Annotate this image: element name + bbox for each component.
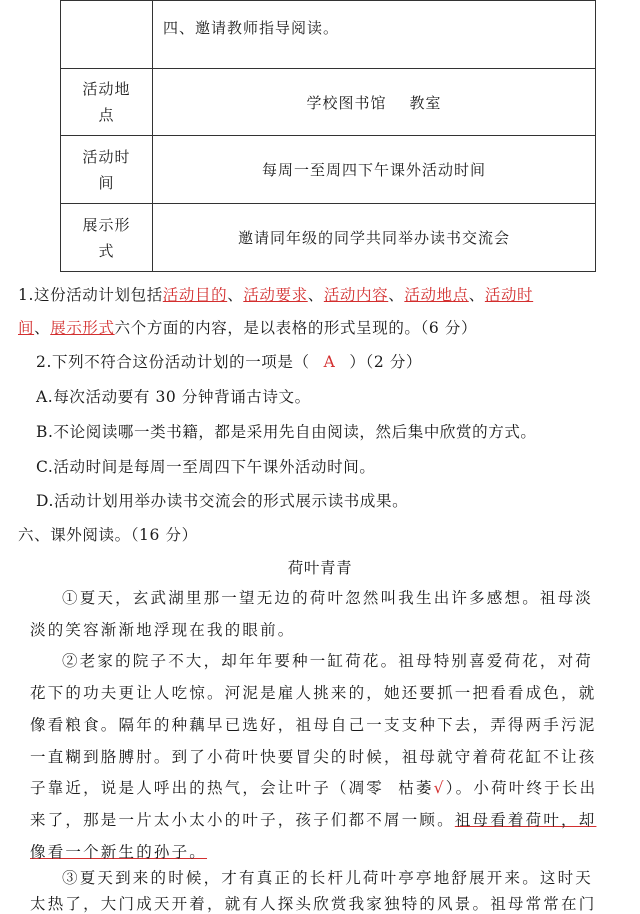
- answer-choice: A: [323, 353, 336, 371]
- passage-line: ①夏天，玄武湖里那一望无边的荷叶忽然叫我生出许多感想。祖母淡: [62, 589, 594, 607]
- table-row: [61, 204, 596, 272]
- underlined-sentence: 祖母看着荷叶，却: [454, 811, 597, 829]
- passage-title: 荷叶青青: [287, 559, 353, 577]
- table-row: [61, 69, 596, 136]
- table-row: [61, 136, 596, 204]
- passage-line: 太热了，大门成天开着，就有人探头欣赏我家独特的风景。祖母常常在门: [30, 895, 597, 913]
- question-1-line-2: 间、展示形式六个方面的内容，是以表格的形式呈现的。（6 分）: [18, 319, 478, 337]
- table-content-cell: [153, 69, 596, 136]
- table-label-cell: 活动地点: [61, 69, 153, 136]
- answer-blank: 活动要求: [243, 286, 308, 304]
- passage-line: 像看粮食。隔年的种藕早已选好，祖母自己一支支种下去，弄得两手污泥: [30, 716, 597, 734]
- passage-line: 淡的笑容渐渐地浮现在我的眼前。: [30, 621, 296, 639]
- answer-blank: 间: [18, 319, 35, 337]
- table-label-cell: 活动时间: [61, 136, 153, 204]
- option-a: A.每次活动要有 30 分钟背诵古诗文。: [36, 388, 311, 406]
- passage-line: 子靠近，说是人呼出的热气，会让叶子（凋零 枯萎√）。小荷叶终于长出: [30, 779, 598, 797]
- passage-line: 来了，那是一片太小太小的叶子，孩子们都不屑一顾。祖母看着荷叶，却: [30, 811, 597, 829]
- table-content-cell: 每周一至周四下午课外活动时间: [153, 136, 596, 204]
- table-label-cell: [61, 1, 153, 69]
- passage-line: [30, 840, 640, 862]
- check-mark: √: [433, 779, 446, 797]
- passage-line: 一直糊到胳膊肘。到了小荷叶快要冒尖的时候，祖母就守着荷花缸不让孩: [30, 748, 597, 766]
- table-content-cell: 邀请同年级的同学共同举办读书交流会: [153, 204, 596, 272]
- table-row: [61, 1, 596, 69]
- answer-blank: 展示形式: [50, 319, 115, 337]
- question-1-line-1: 1.这份活动计划包括活动目的、活动要求、活动内容、活动地点、活动时: [18, 286, 534, 304]
- passage-line: ②老家的院子不大，却年年要种一缸荷花。祖母特别喜爱荷花，对荷: [62, 652, 594, 670]
- option-b: B.不论阅读哪一类书籍，都是采用先自由阅读，然后集中欣赏的方式。: [36, 423, 537, 441]
- table-label-cell: 展示形式: [61, 204, 153, 272]
- option-c: C.活动时间是每周一至周四下午课外活动时间。: [36, 458, 376, 476]
- answer-blank: 活动地点: [404, 286, 469, 304]
- option-d: D.活动计划用举办读书交流会的形式展示读书成果。: [36, 492, 409, 510]
- passage-line: ③夏天到来的时候，才有真正的长杆儿荷叶亭亭地舒展开来。这时天: [62, 869, 594, 887]
- answer-blank: 活动内容: [323, 286, 389, 304]
- underlined-sentence: 像看一个新生的孙子。: [30, 843, 208, 861]
- answer-blank: 活动时: [484, 286, 534, 304]
- location-text: 学校图书馆 教室: [306, 93, 442, 112]
- section-heading: 六、课外阅读。（16 分）: [18, 526, 198, 544]
- passage-line: 花下的功夫更让人吃惊。河泥是雇人挑来的，她还要抓一把看看成色，就: [30, 684, 597, 702]
- activity-plan-table: [60, 0, 596, 272]
- answer-blank: 活动目的: [162, 286, 228, 304]
- table-content-cell: 四、邀请教师指导阅读。: [153, 1, 596, 69]
- question-2-stem: 2.下列不符合这份活动计划的一项是（ A ）（2 分）: [36, 353, 423, 371]
